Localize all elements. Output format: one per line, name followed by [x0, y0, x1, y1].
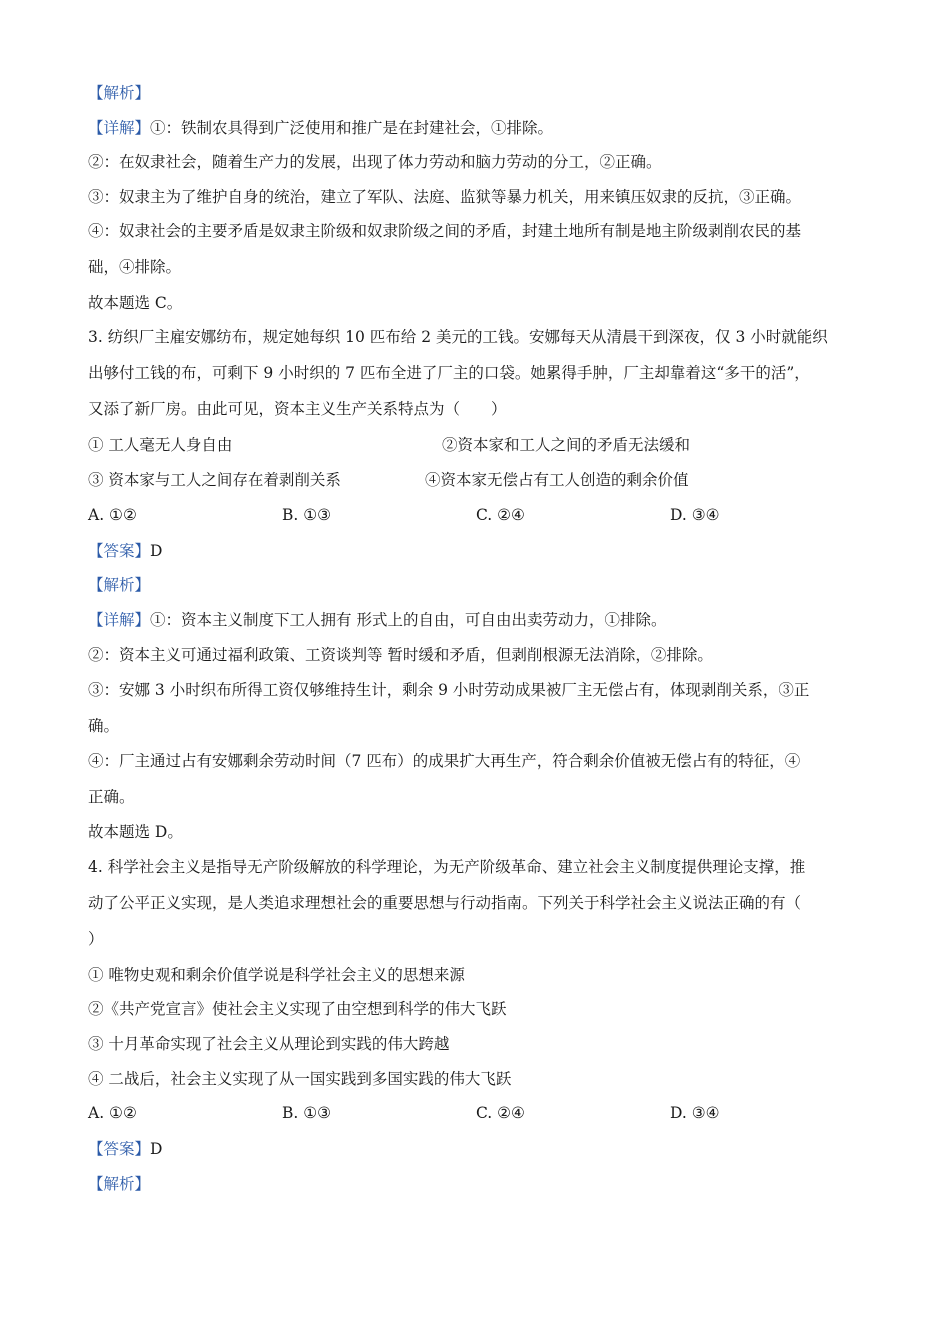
section-tag: 【答案】 [88, 1140, 151, 1158]
choice-option-d: D. ③④ [670, 1104, 720, 1122]
text-line [88, 856, 878, 878]
text-line [88, 1173, 878, 1195]
line-text: 3. 纺织厂主雇安娜纺布，规定她每织 10 匹布给 2 美元的工钱。安娜每天从清晨干到深夜，仅 3 小时就能织 [88, 328, 828, 346]
text-line [88, 964, 878, 986]
line-text: ②：资本主义可通过福利政策、工资谈判等 暂时缓和矛盾，但剥削根源无法消除，②排除。 [88, 646, 713, 664]
choice-option-d: D. ③④ [670, 506, 720, 524]
text-line [88, 1138, 878, 1160]
line-text: 故本题选 D。 [88, 823, 183, 841]
line-text: 动了公平正义实现，是人类追求理想社会的重要思想与行动指南。下列关于科学社会主义说法正确的有（ [88, 894, 802, 912]
line-text: 故本题选 C。 [88, 294, 183, 312]
line-text: ④ 二战后，社会主义实现了从一国实践到多国实践的伟大飞跃 [88, 1070, 512, 1088]
line-text: 确。 [88, 717, 120, 735]
line-text: ③：安娜 3 小时织布所得工资仅够维持生计，剩余 9 小时劳动成果被厂主无偿占有，体现剥削关系，③正 [88, 681, 810, 699]
text-line [88, 998, 878, 1020]
text-line [88, 1033, 878, 1055]
text-line [88, 750, 878, 772]
text-line [88, 220, 878, 242]
choice-option-c: C. ②④ [476, 1104, 525, 1122]
line-text: ①：资本主义制度下工人拥有 形式上的自由，可自由出卖劳动力，①排除。 [150, 611, 667, 629]
text-line [88, 117, 878, 139]
section-tag: 【解析】 [88, 1175, 151, 1193]
choice-option-a: A. ①② [88, 506, 137, 524]
text-line [88, 326, 878, 348]
line-text: ① 唯物史观和剩余价值学说是科学社会主义的思想来源 [88, 966, 465, 984]
section-tag: 【解析】 [88, 576, 151, 594]
text-line [88, 786, 878, 808]
line-text: ③：奴隶主为了维护自身的统治，建立了军队、法庭、监狱等暴力机关，用来镇压奴隶的反抗，③正确。 [88, 188, 802, 206]
line-text: 4. 科学社会主义是指导无产阶级解放的科学理论，为无产阶级革命、建立社会主义制度提供理论支撑，推 [88, 858, 806, 876]
statement-item: ②资本家和工人之间的矛盾无法缓和 [442, 436, 691, 454]
text-line [88, 1068, 878, 1090]
text-line [88, 715, 878, 737]
line-text: 出够付工钱的布，可剩下 9 小时织的 7 匹布全进了厂主的口袋。她累得手肿，厂主却靠着这“多干的活”， [88, 364, 810, 382]
choice-option-b: B. ①③ [282, 1104, 332, 1122]
line-text: ③ 十月革命实现了社会主义从理论到实践的伟大跨越 [88, 1035, 450, 1053]
statement-item: ④资本家无偿占有工人创造的剩余价值 [425, 471, 689, 489]
section-tag: 【详解】 [88, 611, 151, 629]
text-line [88, 256, 878, 278]
line-text: ②《共产党宣言》使社会主义实现了由空想到科学的伟大飞跃 [88, 1000, 507, 1018]
text-line [88, 574, 878, 596]
choice-option-b: B. ①③ [282, 506, 332, 524]
text-line [88, 928, 878, 950]
line-text: ） [88, 930, 104, 948]
line-text: ④：厂主通过占有安娜剩余劳动时间（7 匹布）的成果扩大再生产，符合剩余价值被无偿占有的特征，④ [88, 752, 801, 770]
line-text: D [150, 542, 163, 560]
text-line [88, 892, 878, 914]
text-line [88, 644, 878, 666]
statement-item: ③ 资本家与工人之间存在着剥削关系 [88, 471, 341, 489]
line-text: 又添了新厂房。由此可见，资本主义生产关系特点为（ ） [88, 400, 507, 418]
section-tag: 【详解】 [88, 119, 151, 137]
section-tag: 【解析】 [88, 84, 151, 102]
text-line [88, 82, 878, 104]
line-text: ④：奴隶社会的主要矛盾是奴隶主阶级和奴隶阶级之间的矛盾，封建土地所有制是地主阶级剥削农民的基 [88, 222, 802, 240]
text-line [88, 292, 878, 314]
text-line [88, 679, 878, 701]
line-text: ①：铁制农具得到广泛使用和推广是在封建社会，①排除。 [150, 119, 554, 137]
text-line [88, 398, 878, 420]
line-text: 础，④排除。 [88, 258, 182, 276]
text-line [88, 186, 878, 208]
line-text: ②：在奴隶社会，随着生产力的发展，出现了体力劳动和脑力劳动的分工，②正确。 [88, 153, 662, 171]
choice-option-c: C. ②④ [476, 506, 525, 524]
section-tag: 【答案】 [88, 542, 151, 560]
text-line [88, 821, 878, 843]
text-line [88, 362, 878, 384]
text-line [88, 540, 878, 562]
line-text: D [150, 1140, 163, 1158]
text-line [88, 609, 878, 631]
text-line [88, 151, 878, 173]
choice-option-a: A. ①② [88, 1104, 137, 1122]
statement-item: ① 工人毫无人身自由 [88, 436, 233, 454]
line-text: 正确。 [88, 788, 135, 806]
